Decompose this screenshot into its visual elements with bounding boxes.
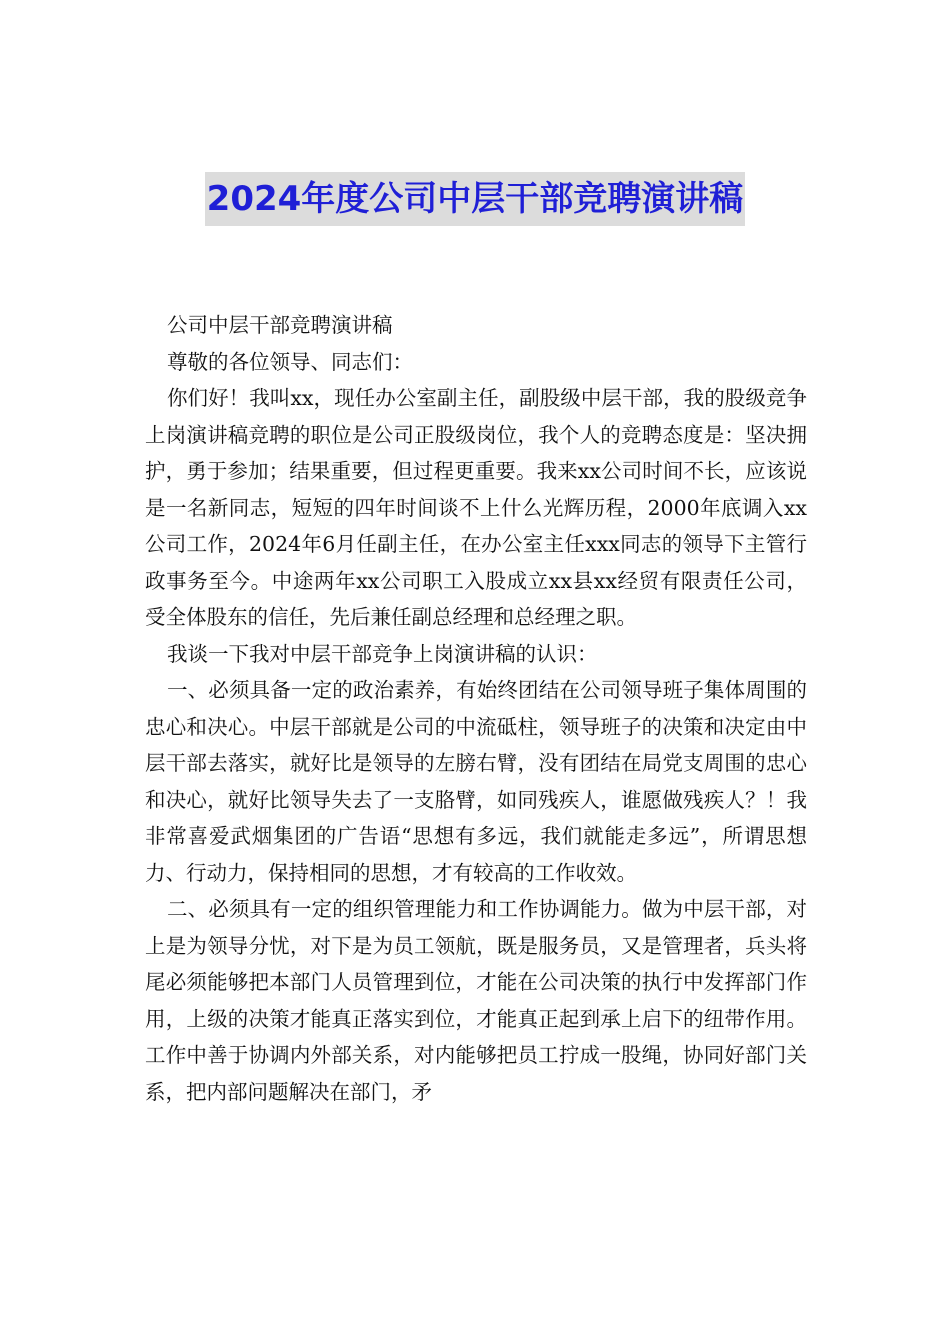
paragraph-introduction: 你们好！我叫xx，现任办公室副主任，副股级中层干部，我的股级竞争上岗演讲稿竞聘的职位是公司正股级岗位，我个人的竞聘态度是：坚决拥护，勇于参加；结果重要，但过程更重要。我来xx公司时间不长，应该说是一名新同志，短短的四年时间谈不上什么光辉历程，2000年底调入xx公司工作，2024年6月任副主任，在办公室主任xxx同志的领导下主管行政事务至今。中途两年xx公司职工入股成立xx县xx经贸有限责任公司，受全体股东的信任，先后兼任副总经理和总经理之职。 xyxy=(145,386,807,629)
paragraph-point-one: 一、必须具备一定的政治素养，有始终团结在公司领导班子集体周围的忠心和决心。中层干部就是公司的中流砥柱，领导班子的决策和决定由中层干部去落实，就好比是领导的左膀右臂，没有团结在局党支周围的忠心和决心，就好比领导失去了一支胳臂，如同残疾人，谁愿做残疾人？！我非常喜爱武烟集团的广告语“思想有多远，我们就能走多远”，所谓思想力、行动力，保持相同的思想，才有较高的工作收效。 xyxy=(145,678,807,885)
title-block xyxy=(0,172,950,226)
paragraph-point-two: 二、必须具有一定的组织管理能力和工作协调能力。做为中层干部，对上是为领导分忧，对下是为员工领航，既是服务员，又是管理者，兵头将尾必须能够把本部门人员管理到位，才能在公司决策的执行中发挥部门作用，上级的决策才能真正落实到位，才能真正起到承上启下的纽带作用。工作中善于协调内外部关系，对内能够把员工拧成一股绳，协同好部门关系，把内部问题解决在部门，矛 xyxy=(145,897,807,1104)
paragraph-salutation: 尊敬的各位领导、同志们： xyxy=(167,349,413,374)
paragraph-subtitle: 公司中层干部竞聘演讲稿 xyxy=(167,313,393,337)
document-title: 2024年度公司中层干部竞聘演讲稿 xyxy=(205,172,746,226)
paragraph-understanding-heading: 我谈一下我对中层干部竞争上岗演讲稿的认识： xyxy=(167,641,598,666)
document-body xyxy=(145,307,807,1110)
